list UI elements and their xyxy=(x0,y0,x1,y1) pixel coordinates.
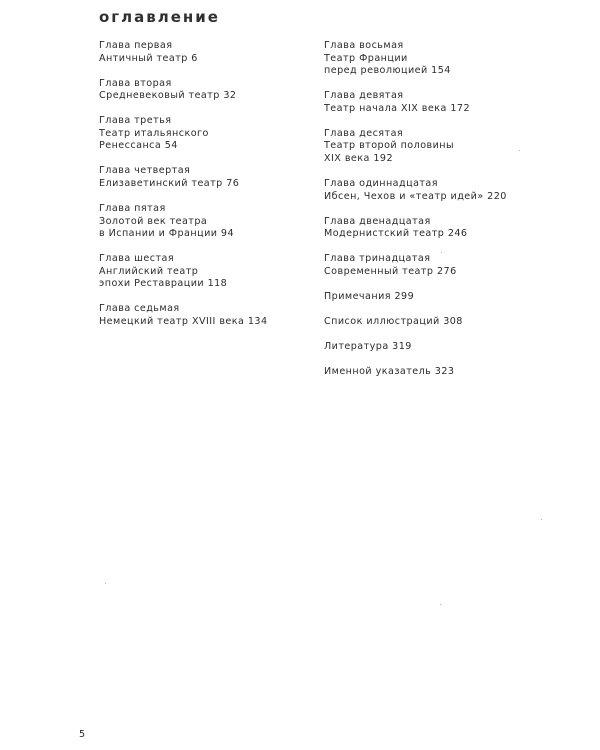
toc-line: Театр Франции xyxy=(324,52,408,64)
toc-line: Глава первая xyxy=(99,40,173,51)
page-number: 5 xyxy=(79,729,86,740)
toc-line: Глава двенадцатая xyxy=(324,215,431,227)
toc-heading: оглавление xyxy=(99,8,220,26)
toc-line: Модернистский театр 246 xyxy=(324,228,468,240)
paper-speck xyxy=(105,583,106,584)
toc-line: XIX века 192 xyxy=(324,152,394,164)
toc-line: Глава шестая xyxy=(99,253,175,265)
toc-entry-chapter-12 xyxy=(324,216,584,241)
toc-line: Примечания 299 xyxy=(324,290,415,302)
toc-line: Елизаветинский театр 76 xyxy=(99,177,240,189)
toc-line: Глава третья xyxy=(99,115,172,127)
toc-entry-chapter-7 xyxy=(99,303,359,328)
toc-line: Немецкий театр XVIII века 134 xyxy=(99,315,268,327)
toc-entry-name-index xyxy=(324,366,584,379)
toc-line: Глава четвертая xyxy=(99,165,191,177)
toc-line: Театр второй половины xyxy=(324,140,455,152)
toc-right-column xyxy=(324,40,584,391)
toc-entry-chapter-11 xyxy=(324,178,584,203)
toc-line: Средневековый театр 32 xyxy=(99,90,237,102)
toc-line: Именной указатель 323 xyxy=(324,365,455,377)
toc-line: Английский театр xyxy=(99,265,199,277)
toc-entry-chapter-5 xyxy=(99,203,359,241)
toc-line: Глава вторая xyxy=(99,77,172,89)
toc-line: Ибсен, Чехов и «театр идей» 220 xyxy=(324,190,507,202)
toc-entry-chapter-1 xyxy=(99,40,359,65)
toc-entry-literature xyxy=(324,341,584,354)
toc-entry-illustrations xyxy=(324,316,584,329)
toc-entry-chapter-4 xyxy=(99,165,359,190)
toc-line: Ренессанса 54 xyxy=(99,140,178,152)
toc-line: Театр начала XIX века 172 xyxy=(324,102,470,114)
toc-line: Глава десятая xyxy=(324,127,404,139)
toc-left-column xyxy=(99,40,359,341)
toc-line: Глава девятая xyxy=(324,90,404,102)
toc-line: Глава седьмая xyxy=(99,303,180,315)
toc-line: перед революцией 154 xyxy=(324,65,451,77)
paper-speck xyxy=(541,519,542,520)
toc-entry-chapter-3 xyxy=(99,115,359,153)
toc-line: эпохи Реставрации 118 xyxy=(99,278,228,290)
toc-entry-notes xyxy=(324,291,584,304)
toc-line: в Испании и Франции 94 xyxy=(99,228,235,240)
toc-entry-chapter-9 xyxy=(324,90,584,115)
toc-line: Глава пятая xyxy=(99,202,166,214)
toc-entry-chapter-2 xyxy=(99,78,359,103)
toc-entry-chapter-10 xyxy=(324,128,584,166)
toc-line: Золотой век театра xyxy=(99,215,208,227)
toc-line: Театр итальянского xyxy=(99,127,209,139)
toc-line: Античный театр 6 xyxy=(99,52,198,64)
toc-line: Глава восьмая xyxy=(324,40,404,51)
toc-entry-chapter-6 xyxy=(99,253,359,291)
toc-line: Список иллюстраций 308 xyxy=(324,315,463,327)
toc-entry-chapter-8 xyxy=(324,40,584,78)
toc-line: Литература 319 xyxy=(324,340,412,352)
toc-entry-chapter-13 xyxy=(324,253,584,278)
toc-line: Глава одиннадцатая xyxy=(324,177,438,189)
toc-line: Глава тринадцатая xyxy=(324,253,431,265)
paper-speck xyxy=(440,604,441,605)
toc-line: Современный театр 276 xyxy=(324,265,457,277)
